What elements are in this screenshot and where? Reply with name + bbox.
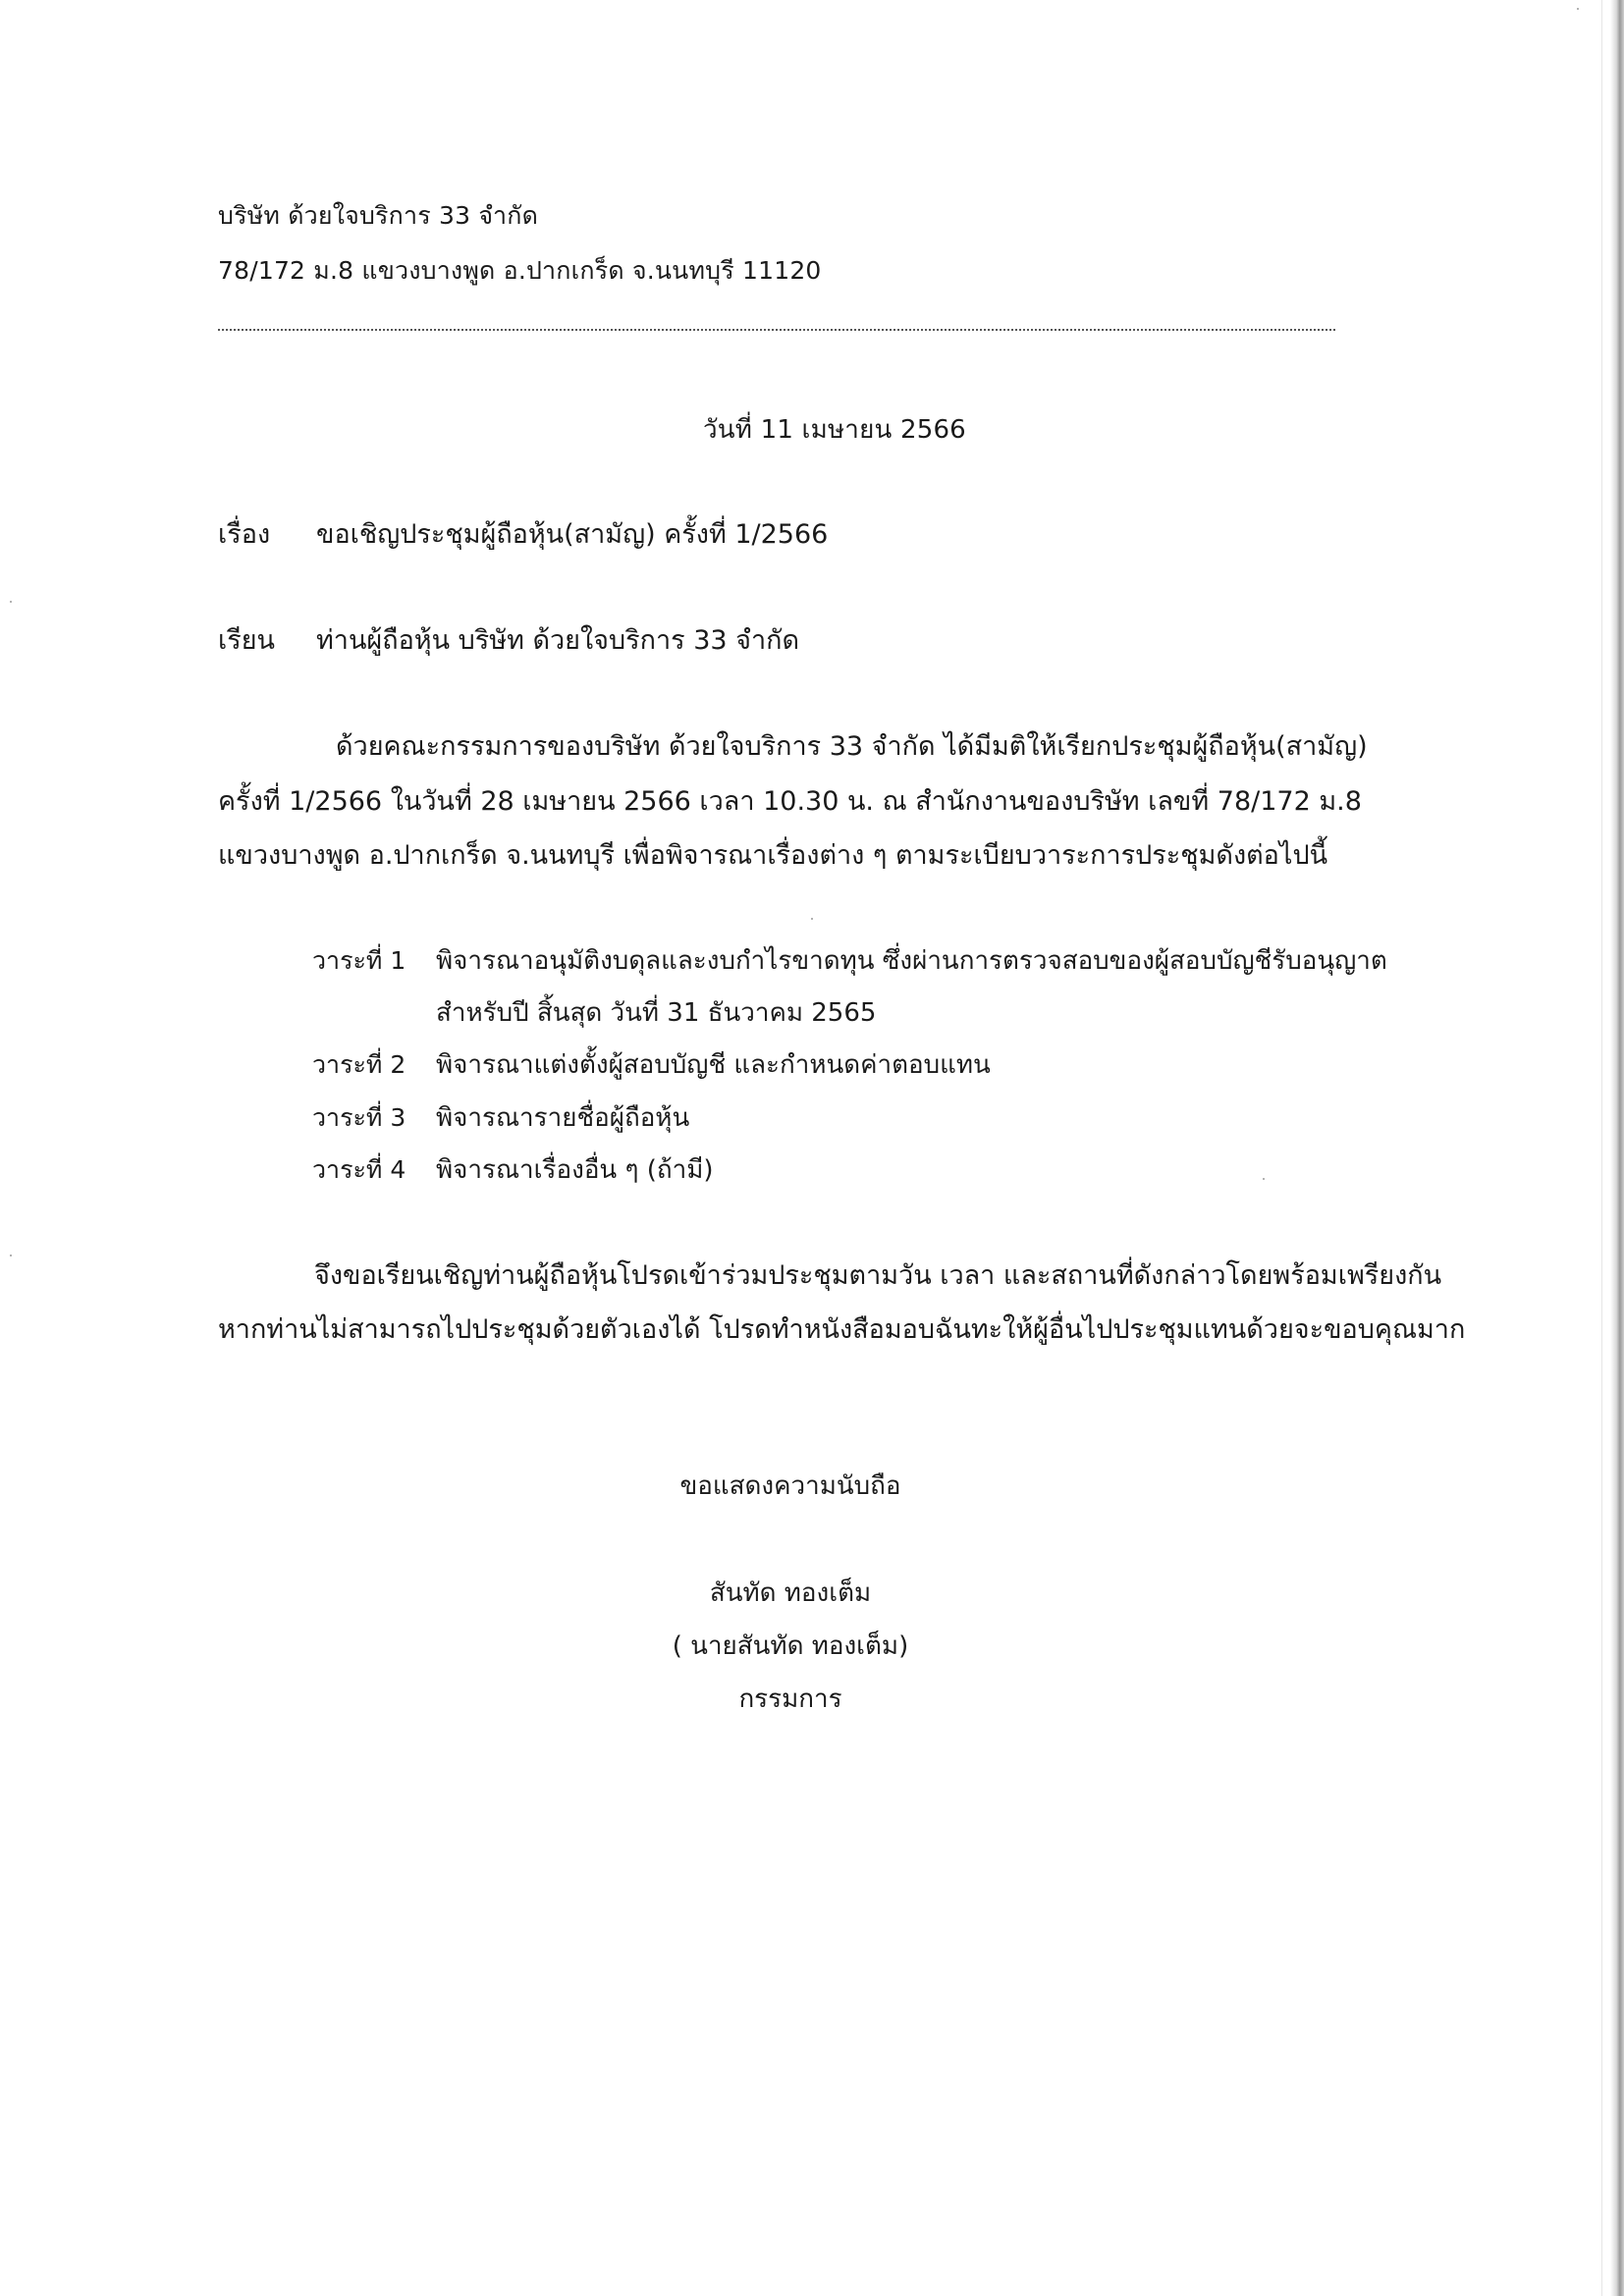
scan-speck [1577,8,1579,10]
intro-line-2: ครั้งที่ 1/2566 ในวันที่ 28 เมษายน 2566 เวลา 10.30 น. ณ สำนักงานของบริษัท เลขที่ 78/172 ม.8 [218,786,1362,817]
closing-salutation: ขอแสดงความนับถือ [679,1471,901,1501]
letter-date: วันที่ 11 เมษายน 2566 [703,415,966,445]
agenda-text-continued: สำหรับปี สิ้นสุด วันที่ 31 ธันวาคม 2565 [436,998,877,1028]
subject-label: เรื่อง [218,519,271,550]
signer-full-name: ( นายสันทัด ทองเต็ม) [672,1631,909,1661]
agenda-text: พิจารณารายชื่อผู้ถือหุ้น [436,1103,690,1133]
agenda-number: วาระที่ 3 [312,1103,406,1132]
scan-speck [10,1255,12,1256]
intro-line-3: แขวงบางพูด อ.ปากเกร็ด จ.นนทบุรี เพื่อพิจารณาเรื่องต่าง ๆ ตามระเบียบวาระการประชุมดังต่อไปนี้ [218,840,1328,871]
agenda-number: วาระที่ 4 [312,1155,406,1184]
agenda-text: พิจารณาแต่งตั้งผู้สอบบัญชี และกำหนดค่าตอบแทน [436,1050,991,1080]
recipient-label: เรียน [218,625,276,656]
scan-speck [811,918,813,920]
agenda-text: พิจารณาเรื่องอื่น ๆ (ถ้ามี) [436,1155,714,1185]
company-name: บริษัท ด้วยใจบริการ 33 จำกัด [218,201,539,230]
agenda-number: วาระที่ 2 [312,1050,406,1079]
agenda-text: พิจารณาอนุมัติงบดุลและงบกำไรขาดทุน ซึ่งผ่านการตรวจสอบของผู้สอบบัญชีรับอนุญาต [436,946,1387,976]
closing-line-1: จึงขอเรียนเชิญท่านผู้ถือหุ้นโปรดเข้าร่วมประชุมตามวัน เวลา และสถานที่ดังกล่าวโดยพร้อมเพรียงกัน [314,1260,1442,1291]
subject-text: ขอเชิญประชุมผู้ถือหุ้น(สามัญ) ครั้งที่ 1/2566 [316,519,829,550]
scan-edge-shade [1610,0,1624,2296]
recipient-text: ท่านผู้ถือหุ้น บริษัท ด้วยใจบริการ 33 จำกัด [316,625,800,656]
signer-signature: สันทัด ทองเต็ม [709,1578,872,1608]
company-address: 78/172 ม.8 แขวงบางพูด อ.ปากเกร็ด จ.นนทบุรี 11120 [218,256,822,285]
intro-line-1: ด้วยคณะกรรมการของบริษัท ด้วยใจบริการ 33 จำกัด ได้มีมติให้เรียกประชุมผู้ถือหุ้น(สามัญ) [336,731,1368,762]
closing-line-2: หากท่านไม่สามารถไปประชุมด้วยตัวเองได้ โปรดทำหนังสือมอบฉันทะให้ผู้อื่นไปประชุมแทนด้วยจะขอบคุณมาก [218,1314,1466,1345]
scan-speck [10,601,12,603]
agenda-number: วาระที่ 1 [312,946,406,975]
scan-speck [1263,1178,1265,1180]
scan-edge-line [1601,0,1602,2296]
letterhead-divider [218,329,1335,331]
signer-title: กรรมการ [738,1684,842,1714]
